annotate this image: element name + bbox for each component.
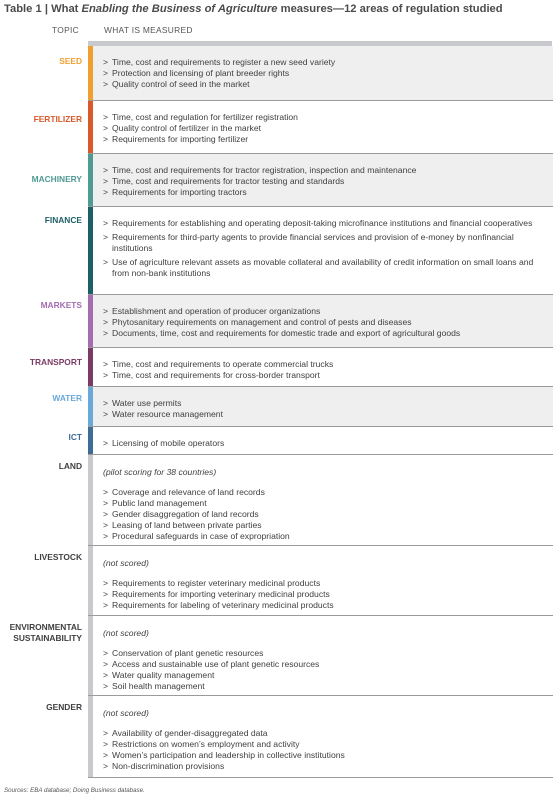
row-divider <box>88 777 553 778</box>
measured-cell <box>93 154 553 207</box>
scoring-note: (not scored) <box>103 708 149 718</box>
topic-color-bar <box>88 387 93 427</box>
list-item: > Requirements for importing fertilizer <box>103 134 545 145</box>
topic-color-bar <box>88 696 93 778</box>
topic-label: ICT <box>68 432 82 442</box>
list-item: > Leasing of land between private parties <box>103 520 545 531</box>
measured-list <box>103 467 545 542</box>
scoring-note: (pilot scoring for 38 countries) <box>103 467 217 477</box>
table-row-machinery <box>0 154 553 207</box>
measured-list <box>103 558 545 611</box>
topic-label: SEED <box>59 56 82 66</box>
topic-label: GENDER <box>46 702 82 712</box>
measured-list <box>103 398 545 420</box>
measured-list <box>103 628 545 692</box>
list-item: > Time, cost and requirements for tractor registration, inspection and maintenance <box>103 165 545 176</box>
measured-cell <box>93 207 553 295</box>
measured-column-header: WHAT IS MEASURED <box>104 25 193 35</box>
topic-color-bar <box>88 455 93 546</box>
table-row-land <box>0 455 553 546</box>
topic-label: ENVIRONMENTAL SUSTAINABILITY <box>9 622 82 643</box>
topic-color-bar <box>88 348 93 387</box>
table-row-ict <box>0 427 553 455</box>
list-item: > Establishment and operation of producer organizations <box>103 306 545 317</box>
list-item: > Requirements for importing tractors <box>103 187 545 198</box>
measured-list <box>103 708 545 772</box>
table-row-fertilizer <box>0 101 553 154</box>
topic-color-bar <box>88 616 93 696</box>
topic-color-bar <box>88 427 93 455</box>
topic-label: FINANCE <box>44 215 82 225</box>
list-item: > Requirements to register veterinary medicinal products <box>103 578 545 589</box>
scoring-note: (not scored) <box>103 558 149 568</box>
topic-color-bar <box>88 101 93 154</box>
measured-cell <box>93 455 553 546</box>
list-item: > Time, cost and requirements for tractor testing and standards <box>103 176 545 187</box>
sources-note: Sources: EBA database; Doing Business database. <box>4 787 145 794</box>
list-item: > Quality control of fertilizer in the market <box>103 123 545 134</box>
measured-list <box>103 165 545 198</box>
list-item: > Requirements for third-party agents to provide financial services and provision of e-money by nonfinancial institutions <box>103 232 545 254</box>
measured-cell <box>93 427 553 455</box>
list-item: > Non-discrimination provisions <box>103 761 545 772</box>
topic-label: MARKETS <box>40 300 82 310</box>
topic-color-bar <box>88 46 93 101</box>
list-item: > Conservation of plant genetic resources <box>103 648 545 659</box>
measured-cell <box>93 546 553 616</box>
scoring-note: (not scored) <box>103 628 149 638</box>
measured-cell <box>93 46 553 101</box>
list-item: > Public land management <box>103 498 545 509</box>
list-item: > Water quality management <box>103 670 545 681</box>
topic-column-header: TOPIC <box>52 25 79 35</box>
measured-cell <box>93 101 553 154</box>
topic-label: FERTILIZER <box>33 114 82 124</box>
topic-label: TRANSPORT <box>29 357 82 367</box>
list-item: > Licensing of mobile operators <box>103 438 545 449</box>
measured-list <box>103 57 545 90</box>
list-item: > Time, cost and requirements to operate commercial trucks <box>103 359 545 370</box>
topic-color-bar <box>88 546 93 616</box>
list-item: > Requirements for establishing and operating deposit-taking microfinance institutions and financial cooperatives <box>103 218 545 229</box>
list-item: > Use of agriculture relevant assets as movable collateral and availability of credit information on small loans and from non-bank institutions <box>103 257 545 279</box>
table-row-gender <box>0 696 553 778</box>
list-item: > Requirements for importing veterinary medicinal products <box>103 589 545 600</box>
measured-cell <box>93 387 553 427</box>
list-item: > Availability of gender-disaggregated data <box>103 728 545 739</box>
measured-cell <box>93 696 553 778</box>
table-row-environmental-sustainability <box>0 616 553 696</box>
table-row-finance <box>0 207 553 295</box>
measured-list <box>103 218 545 279</box>
measured-cell <box>93 348 553 387</box>
measured-list <box>103 438 545 449</box>
list-item: > Time, cost and requirements for cross-border transport <box>103 370 545 381</box>
list-item: > Requirements for labeling of veterinary medicinal products <box>103 600 545 611</box>
measured-list <box>103 112 545 145</box>
table-row-seed <box>0 46 553 101</box>
list-item: > Protection and licensing of plant breeder rights <box>103 68 545 79</box>
table-title: Table 1 | What Enabling the Business of Agriculture measures—12 areas of regulation studied <box>4 3 503 15</box>
list-item: > Quality control of seed in the market <box>103 79 545 90</box>
list-item: > Phytosanitary requirements on management and control of pests and diseases <box>103 317 545 328</box>
list-item: > Water resource management <box>103 409 545 420</box>
measured-list <box>103 359 545 381</box>
topic-label: LIVESTOCK <box>34 552 82 562</box>
list-item: > Documents, time, cost and requirements for domestic trade and export of agricultural goods <box>103 328 545 339</box>
topic-label: LAND <box>58 461 82 471</box>
table-row-water <box>0 387 553 427</box>
list-item: > Soil health management <box>103 681 545 692</box>
list-item: > Gender disaggregation of land records <box>103 509 545 520</box>
list-item: > Time, cost and regulation for fertilizer registration <box>103 112 545 123</box>
topic-label: MACHINERY <box>31 174 82 184</box>
table-row-transport <box>0 348 553 387</box>
table-row-livestock <box>0 546 553 616</box>
list-item: > Procedural safeguards in case of expropriation <box>103 531 545 542</box>
topic-color-bar <box>88 295 93 348</box>
list-item: > Women’s participation and leadership in collective institutions <box>103 750 545 761</box>
measured-list <box>103 306 545 339</box>
list-item: > Coverage and relevance of land records <box>103 487 545 498</box>
topic-color-bar <box>88 207 93 295</box>
topic-label: WATER <box>52 393 82 403</box>
list-item: > Time, cost and requirements to register a new seed variety <box>103 57 545 68</box>
topic-color-bar <box>88 154 93 207</box>
measured-cell <box>93 295 553 348</box>
list-item: > Access and sustainable use of plant genetic resources <box>103 659 545 670</box>
list-item: > Restrictions on women’s employment and activity <box>103 739 545 750</box>
list-item: > Water use permits <box>103 398 545 409</box>
table-row-markets <box>0 295 553 348</box>
measured-cell <box>93 616 553 696</box>
